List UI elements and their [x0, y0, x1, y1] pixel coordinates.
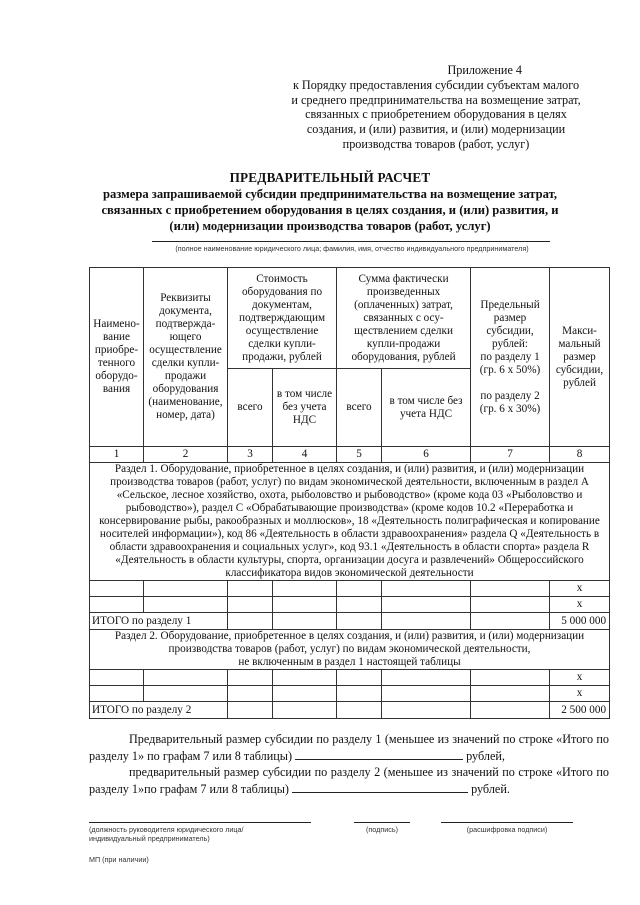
header-document-details: Реквизиты документа, подтвержда-ющего осуществление сделки купли-продажи оборудования (наименование, номер, дата)	[144, 268, 228, 447]
total-row-section-1	[90, 613, 610, 630]
calculation-table	[89, 267, 610, 719]
column-number: 2	[144, 447, 228, 463]
x-mark: х	[550, 597, 610, 613]
title-line-1: размера запрашиваемой субсидии предпринимательства на возмещение затрат,	[102, 187, 557, 201]
table-cell[interactable]	[144, 597, 228, 613]
table-cell[interactable]	[228, 686, 273, 702]
table-cell[interactable]	[90, 581, 144, 597]
header-limit-subsidy	[471, 268, 550, 447]
section-2-line-3: не включенным в раздел 1 настоящей таблицы	[238, 656, 461, 668]
table-cell[interactable]	[382, 581, 471, 597]
table-cell[interactable]	[471, 702, 550, 719]
table-cell[interactable]	[273, 581, 337, 597]
table-cell[interactable]	[337, 702, 382, 719]
table-cell[interactable]	[382, 686, 471, 702]
column-number: 6	[382, 447, 471, 463]
table-cell[interactable]	[144, 686, 228, 702]
section-2-line-2: производства товаров (работ, услуг) по видам экономической деятельности,	[168, 643, 531, 655]
table-cell[interactable]	[273, 613, 337, 630]
title-line-3: (или) модернизации производства товаров (работ, услуг)	[169, 219, 491, 233]
table-cell[interactable]	[273, 597, 337, 613]
table-cell[interactable]	[144, 670, 228, 686]
appendix-line-4: создания, и (или) развития, и (или) модернизации	[306, 122, 566, 137]
table-cell[interactable]	[90, 670, 144, 686]
column-number: 3	[228, 447, 273, 463]
table-cell[interactable]	[273, 702, 337, 719]
total-section-2-value: 2 500 000	[550, 702, 610, 719]
table-row	[90, 581, 610, 597]
table-cell[interactable]	[90, 597, 144, 613]
total-section-1-value: 5 000 000	[550, 613, 610, 630]
table-cell[interactable]	[273, 670, 337, 686]
header-paid-total: всего	[337, 369, 382, 447]
table-cell[interactable]	[273, 686, 337, 702]
table-cell[interactable]	[337, 613, 382, 630]
header-max-subsidy: Макси-мальный размер субсидии, рублей	[550, 268, 610, 447]
header-cost-group: Стоимость оборудования по документам, подтверждающим осуществление сделки купли-продажи, рублей	[228, 268, 337, 369]
title-main: ПРЕДВАРИТЕЛЬНЫЙ РАСЧЕТ	[229, 170, 431, 185]
header-limit-title: Предельный размер субсидии, рублей:	[480, 298, 540, 350]
table-cell[interactable]	[337, 686, 382, 702]
column-numbers-row	[90, 447, 610, 463]
column-number: 5	[337, 447, 382, 463]
appendix-line-5: производства товаров (работ, услуг)	[342, 136, 530, 151]
table-cell[interactable]	[228, 613, 273, 630]
total-section-1-label: ИТОГО по разделу 1	[90, 613, 228, 630]
signature-line[interactable]	[354, 822, 410, 823]
summary-section-2-text: предварительный размер субсидии по разделу 2 (меньшее из значений по строке «Итого по разделу 1»по графам 7 или 8 таблицы)	[89, 765, 609, 796]
table-row	[90, 670, 610, 686]
header-paid-group: Сумма фактически произведенных (оплаченных) затрат, связанных с осу-ществлением сделки купли-продажи оборудования, рублей	[337, 268, 471, 369]
summary-section-2-unit: рублей.	[471, 781, 510, 796]
table-cell[interactable]	[144, 581, 228, 597]
column-number: 1	[90, 447, 144, 463]
signature-decode-line[interactable]	[441, 822, 573, 823]
table-cell[interactable]	[382, 597, 471, 613]
summary-paragraph-2	[89, 764, 609, 797]
header-limit-section1: по разделу 1 (гр. 6 х 50%)	[479, 350, 541, 376]
applicant-name-caption: (полное наименование юридического лица; фамилия, имя, отчество индивидуального предпринимателя)	[175, 244, 529, 253]
column-number: 4	[273, 447, 337, 463]
appendix-line-1: к Порядку предоставления субсидии субъектам малого	[292, 77, 580, 92]
summary-section-1-blank[interactable]	[295, 748, 463, 760]
signature-decode-caption: (расшифровка подписи)	[466, 825, 548, 834]
table-cell[interactable]	[337, 581, 382, 597]
header-equipment-name: Наимено-вание приобре-тенного оборудо-вания	[90, 268, 144, 447]
summary-paragraph-1	[89, 731, 609, 764]
table-cell[interactable]	[382, 670, 471, 686]
table-cell[interactable]	[471, 686, 550, 702]
column-number: 7	[471, 447, 550, 463]
table-cell[interactable]	[471, 581, 550, 597]
appendix-line-3: связанных с приобретением оборудования в целях	[305, 107, 567, 122]
summary-section-1-text: Предварительный размер субсидии по разделу 1 (меньшее из значений по строке «Итого по разделу 1» по графам 7 или 8 таблицы)	[89, 732, 609, 763]
table-cell[interactable]	[471, 613, 550, 630]
table-cell[interactable]	[471, 670, 550, 686]
signature-caption: (подпись)	[366, 825, 398, 834]
table-cell[interactable]	[337, 670, 382, 686]
section-1-description: Раздел 1. Оборудование, приобретенное в целях создания, и (или) развития, и (или) модернизации производства товаров (работ, услуг) по видам экономической деятельности, включенным в раздел А «Сельское, лесное хозяйство, охота, рыболовство и рыбоводство» (кроме кода 03 «Рыболовство и рыбоводство»), раздел С «Обрабатывающие производства» (кроме кодов 10.2 «Переработка и консервирование рыбы, ракообразных и моллюсков», 18 «Деятельность полиграфическая и копирование носителей информации»), код 86 «Деятельность в области здравоохранения» раздела Q «Деятельность в области здравоохранения и социальных услуг», код 93.1 «Деятельность в области спорта» раздела R «Деятельность в области культуры, спорта, организации досуга и развлечений» Общероссийского классификатора видов экономической деятельности	[90, 463, 610, 581]
table-cell[interactable]	[228, 702, 273, 719]
section-2-description	[90, 630, 610, 670]
x-mark: х	[550, 670, 610, 686]
table-cell[interactable]	[382, 702, 471, 719]
total-row-section-2	[90, 702, 610, 719]
x-mark: х	[550, 686, 610, 702]
summary-section-2-blank[interactable]	[292, 781, 468, 793]
header-cost-without-vat: в том числе без учета НДС	[273, 369, 337, 447]
header-paid-without-vat: в том числе без учета НДС	[382, 369, 471, 447]
table-cell[interactable]	[228, 581, 273, 597]
appendix-number: Приложение 4	[447, 63, 522, 77]
section-2-line-1: Раздел 2. Оборудование, приобретенное в целях создания, и (или) развития, и (или) модернизации	[114, 630, 585, 642]
table-cell[interactable]	[228, 670, 273, 686]
position-caption	[89, 825, 329, 843]
position-line[interactable]	[89, 822, 311, 823]
header-cost-total: всего	[228, 369, 273, 447]
applicant-name-line[interactable]	[152, 241, 550, 242]
column-number: 8	[550, 447, 610, 463]
position-caption-line-2: индивидуальный предприниматель)	[89, 834, 210, 843]
appendix-block	[250, 63, 622, 152]
table-cell[interactable]	[382, 613, 471, 630]
summary-section-1-unit: рублей,	[466, 748, 505, 763]
total-section-2-label: ИТОГО по разделу 2	[90, 702, 228, 719]
table-row	[90, 686, 610, 702]
table-row	[90, 597, 610, 613]
stamp-placeholder: МП (при наличии)	[89, 855, 149, 864]
document-title	[80, 170, 580, 234]
table-cell[interactable]	[90, 686, 144, 702]
position-caption-line-1: (должность руководителя юридического лица/	[89, 825, 244, 834]
summary-block	[89, 731, 609, 797]
x-mark: х	[550, 581, 610, 597]
table-cell[interactable]	[228, 597, 273, 613]
appendix-line-2: и среднего предпринимательства на возмещение затрат,	[291, 92, 581, 107]
table-cell[interactable]	[337, 597, 382, 613]
header-limit-section2: по разделу 2 (гр. 6 х 30%)	[479, 389, 541, 415]
title-line-2: связанных с приобретением оборудования в целях создания, и (или) развития, и	[101, 203, 559, 217]
table-cell[interactable]	[471, 597, 550, 613]
